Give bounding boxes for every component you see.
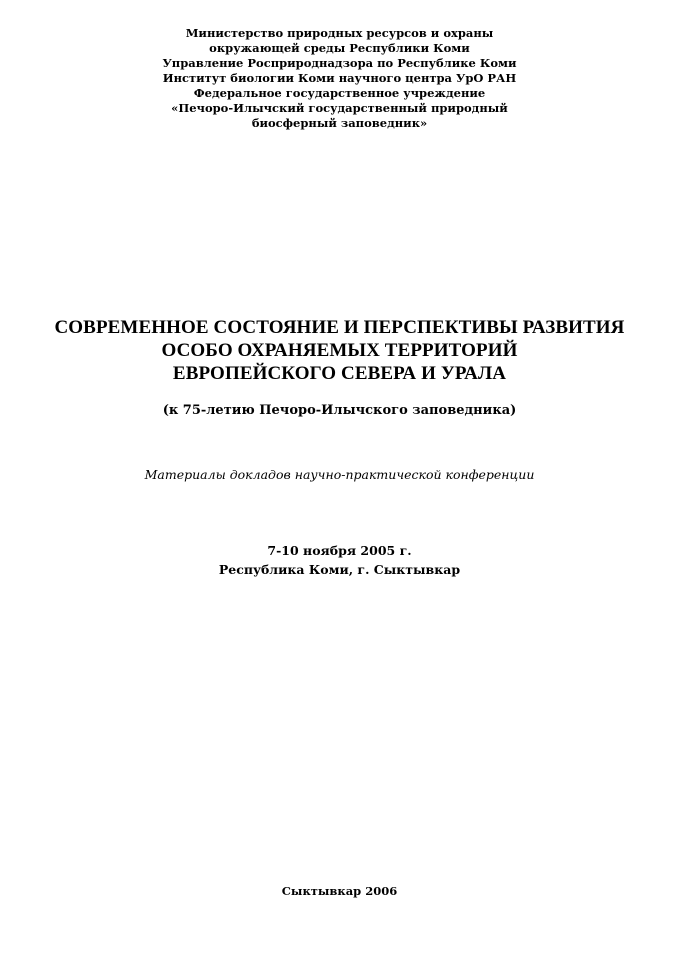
event-place: Республика Коми, г. Сыктывкар	[218, 562, 461, 577]
imprint-footer: Сыктывкар 2006	[281, 884, 398, 898]
document-title	[0, 316, 679, 385]
event-info	[0, 541, 679, 579]
title-line: ЕВРОПЕЙСКОГО СЕВЕРА И УРАЛА	[172, 363, 507, 384]
event-date: 7-10 ноября 2005 г.	[267, 543, 412, 558]
title-line: ОСОБО ОХРАНЯЕМЫХ ТЕРРИТОРИЙ	[161, 340, 518, 361]
header-line: Управление Росприроднадзора по Республике Коми	[162, 56, 517, 70]
materials-caption: Материалы докладов научно-практической конференции	[144, 467, 535, 482]
header-line: «Печоро-Илычский государственный природный	[171, 101, 508, 115]
header-line: Федеральное государственное учреждение	[193, 86, 486, 100]
header-line: окружающей среды Республики Коми	[209, 41, 470, 55]
header-line: биосферный заповедник»	[251, 116, 428, 130]
header-line: Институт биологии Коми научного центра УрО РАН	[162, 71, 517, 85]
institutions-header	[0, 26, 679, 131]
title-line: СОВРЕМЕННОЕ СОСТОЯНИЕ И ПЕРСПЕКТИВЫ РАЗВИТИЯ	[54, 317, 625, 338]
header-line: Министерство природных ресурсов и охраны	[185, 26, 494, 40]
document-subtitle: (к 75-летию Печоро-Илычского заповедника)	[162, 403, 517, 418]
